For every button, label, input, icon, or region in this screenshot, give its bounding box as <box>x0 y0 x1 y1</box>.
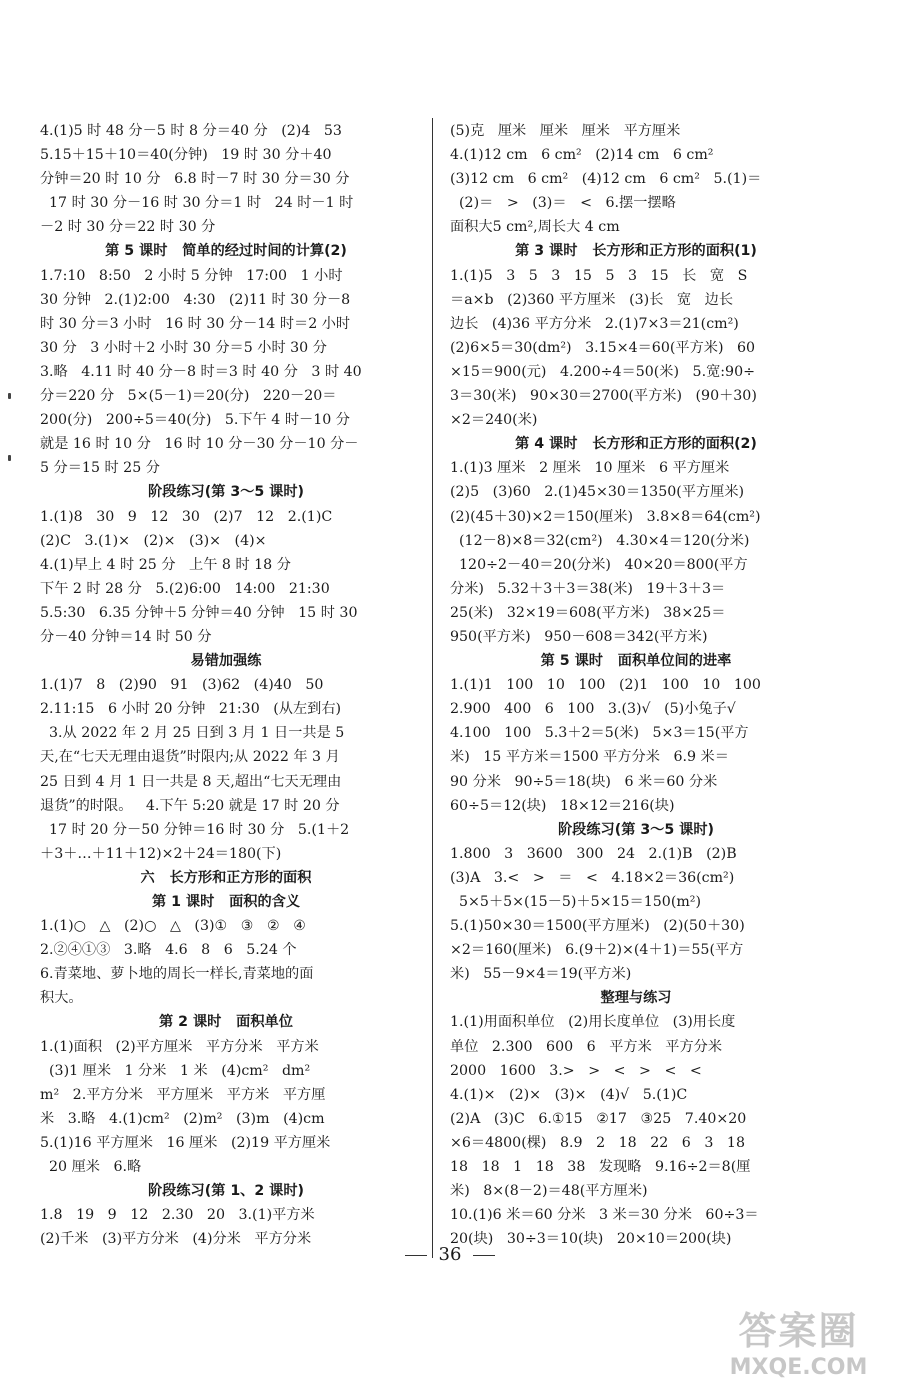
answer-line: 米) 15 平方米＝1500 平方分米 6.9 米＝ <box>450 749 729 766</box>
answer-line: (2)5 (3)60 2.(1)45×30＝1350(平方厘米) <box>450 484 745 501</box>
answer-line: 60÷5＝12(块) 18×12＝216(块) <box>450 797 675 814</box>
section-heading: 六 长方形和正方形的面积 <box>140 869 312 886</box>
answer-line: －2 时 30 分＝22 时 30 分 <box>40 219 216 236</box>
answer-line: (2)(45＋30)×2＝150(厘米) 3.8×8＝64(cm²) <box>450 508 761 525</box>
answer-line: 1.(1)用面积单位 (2)用长度单位 (3)用长度 <box>450 1014 736 1031</box>
answer-line: 5×5＋5×(15－5)＋5×15＝150(m²) <box>450 894 702 910</box>
answer-line: 下午 2 时 28 分 5.(2)6:00 14:00 21:30 <box>40 580 330 597</box>
answer-line: 1.(1)1 100 10 100 (2)1 100 10 100 <box>450 677 761 694</box>
answer-line: 30 分 3 小时＋2 小时 30 分＝5 小时 30 分 <box>40 339 327 356</box>
section-heading: 第 5 课时 简单的经过时间的计算(2) <box>105 243 347 260</box>
answer-line: (3)A 3.< > ＝ < 4.18×2＝36(cm²) <box>450 869 735 886</box>
answer-line: 5.5:30 6.35 分钟＋5 分钟＝40 分钟 15 时 30 <box>40 604 358 621</box>
answer-line: 分米) 5.32＋3＋3＝38(米) 19＋3＋3＝ <box>450 580 726 597</box>
answer-line: 6.青菜地、萝卜地的周长一样长,青菜地的面 <box>40 966 314 983</box>
answer-line: ＝a×b (2)360 平方厘米 (3)长 宽 边长 <box>450 291 734 308</box>
answer-line: 20 厘米 6.略 <box>40 1159 142 1176</box>
watermark-logo: 答案圈 <box>738 1309 859 1353</box>
answer-line: (3)12 cm 6 cm² (4)12 cm 6 cm² 5.(1)＝ <box>450 171 762 188</box>
answer-line: 米 3.略 4.(1)cm² (2)m² (3)m (4)cm <box>40 1110 325 1127</box>
answer-line: 单位 2.300 600 6 平方米 平方分米 <box>450 1038 723 1055</box>
answer-line: 120÷2－40＝20(分米) 40×20＝800(平方 <box>450 556 748 573</box>
answer-line: 5.(1)50×30＝1500(平方厘米) (2)(50＋30) <box>450 918 745 935</box>
section-heading: 第 3 课时 长方形和正方形的面积(1) <box>515 243 757 260</box>
answer-line: 积大。 <box>40 990 83 1007</box>
answer-line: 1.(1)5 3 5 3 15 5 3 15 长 宽 S <box>450 267 748 284</box>
answer-line: m² 2.平方分米 平方厘米 平方米 平方厘 <box>40 1086 326 1103</box>
answer-line: 5.15＋15＋10＝40(分钟) 19 时 30 分＋40 <box>40 147 332 164</box>
answer-line: ×15＝900(元) 4.200÷4＝50(米) 5.宽:90÷ <box>450 363 755 380</box>
answer-line: 1.(1)7 8 (2)90 91 (3)62 (4)40 50 <box>40 677 324 694</box>
answer-line: 2.900 400 6 100 3.(3)√ (5)小兔子√ <box>450 701 736 718</box>
page-number <box>0 1244 900 1265</box>
answer-line: 米) 8×(8－2)＝48(平方厘米) <box>450 1183 648 1200</box>
answer-line: 时 30 分＝3 小时 16 时 30 分－14 时＝2 小时 <box>40 315 351 332</box>
answer-line: 4.(1)5 时 48 分－5 时 8 分＝40 分 (2)4 53 <box>40 123 342 139</box>
left-column <box>40 119 412 1251</box>
answer-line: 面积大5 cm²,周长大 4 cm <box>450 219 620 236</box>
answer-line: 30 分钟 2.(1)2:00 4:30 (2)11 时 30 分－8 <box>40 291 351 308</box>
answer-line: (12－8)×8＝32(cm²) 4.30×4＝120(分米) <box>450 532 750 549</box>
answer-line: (2)千米 (3)平方分米 (4)分米 平方分米 <box>40 1231 312 1248</box>
answer-line: (5)克 厘米 厘米 厘米 平方厘米 <box>450 123 681 139</box>
page-number-text: 36 <box>438 1244 462 1265</box>
section-heading: 易错加强练 <box>190 653 262 670</box>
answer-line: 25(米) 32×19＝608(平方米) 38×25＝ <box>450 604 726 621</box>
answer-line: 1.7:10 8:50 2 小时 5 分钟 17:00 1 小时 <box>40 267 343 284</box>
answer-line: ×6＝4800(棵) 8.9 2 18 22 6 3 18 <box>450 1134 745 1151</box>
answer-line: (2)＝ > (3)＝ < 6.摆一摆略 <box>450 195 676 212</box>
answer-line: 分＝220 分 5×(5－1)＝20(分) 220－20＝ <box>40 388 337 405</box>
answer-line: 3＝30(米) 90×30＝2700(平方米) (90＋30) <box>450 388 757 405</box>
section-heading: 整理与练习 <box>600 990 672 1007</box>
answer-line: 4.(1)早上 4 时 25 分 上午 8 时 18 分 <box>40 556 291 573</box>
section-heading: 第 5 课时 面积单位间的进率 <box>540 653 732 670</box>
answer-line: ＋3＋…＋11＋12)×2＋24＝180(下) <box>40 845 282 862</box>
answer-line: 200(分) 200÷5＝40(分) 5.下午 4 时－10 分 <box>40 412 350 429</box>
answer-line: 1.(1)3 厘米 2 厘米 10 厘米 6 平方厘米 <box>450 460 730 477</box>
answer-line: 18 18 1 18 38 发现略 9.16÷2＝8(厘 <box>450 1159 751 1176</box>
answer-line: 就是 16 时 10 分 16 时 10 分－30 分－10 分－ <box>40 436 359 453</box>
section-heading: 阶段练习(第 3～5 课时) <box>557 821 715 838</box>
section-heading: 第 4 课时 长方形和正方形的面积(2) <box>515 436 757 453</box>
answer-line: 1.(1)面积 (2)平方厘米 平方分米 平方米 <box>40 1038 319 1055</box>
answer-line: 17 时 20 分－50 分钟＝16 时 30 分 5.(1＋2 <box>40 821 350 838</box>
answer-line: (2)C 3.(1)× (2)× (3)× (4)× <box>40 532 267 549</box>
watermark <box>711 1300 886 1380</box>
section-heading: 阶段练习(第 1、2 课时) <box>147 1183 305 1200</box>
answer-line: 1.(1)8 30 9 12 30 (2)7 12 2.(1)C <box>40 508 333 525</box>
answer-line: 3.略 4.11 时 40 分－8 时＝3 时 40 分 3 时 40 <box>40 363 362 380</box>
answer-line: 2.11:15 6 小时 20 分钟 21:30 (从左到右) <box>40 701 342 718</box>
watermark-url: MXQE.COM <box>729 1355 868 1380</box>
answer-line: 5 分＝15 时 25 分 <box>40 460 160 477</box>
answer-line: 25 日到 4 月 1 日一共是 8 天,超出“七天无理由 <box>40 773 342 790</box>
answer-line: 分钟＝20 时 10 分 6.8 时－7 时 30 分＝30 分 <box>40 171 350 188</box>
answer-line: 边长 (4)36 平方分米 2.(1)7×3＝21(cm²) <box>450 315 739 332</box>
answer-line: 20(块) 30÷3＝10(块) 20×10＝200(块) <box>450 1231 732 1248</box>
answer-line: 4.(1)12 cm 6 cm² (2)14 cm 6 cm² <box>450 147 714 164</box>
column-divider <box>432 118 433 1258</box>
answer-line: (2)A (3)C 6.①15 ②17 ③25 7.40×20 <box>450 1110 747 1127</box>
answer-line: ×2＝160(厘米) 6.(9＋2)×(4＋1)＝55(平方 <box>450 942 744 959</box>
answer-line: 2.②④①③ 3.略 4.6 8 6 5.24 个 <box>40 942 297 959</box>
answer-line: (2)6×5＝30(dm²) 3.15×4＝60(平方米) 60 <box>450 339 756 356</box>
answer-line: 3.从 2022 年 2 月 25 日到 3 月 1 日一共是 5 <box>40 725 345 742</box>
right-column <box>450 119 822 1251</box>
answer-line: 90 分米 90÷5＝18(块) 6 米＝60 分米 <box>450 773 718 790</box>
answer-line: 退货”的时限。 4.下午 5:20 就是 17 时 20 分 <box>40 797 340 814</box>
section-heading: 阶段练习(第 3～5 课时) <box>147 484 305 501</box>
answer-line: 天,在“七天无理由退货”时限内;从 2022 年 3 月 <box>40 749 340 766</box>
answer-line: 4.(1)× (2)× (3)× (4)√ 5.(1)C <box>450 1086 688 1103</box>
answer-line: 分－40 分钟＝14 时 50 分 <box>40 628 212 645</box>
answer-line: 米) 55－9×4＝19(平方米) <box>450 966 632 983</box>
answer-line: 1.(1)○ △ (2)○ △ (3)① ③ ② ④ <box>40 918 306 935</box>
answer-line: ×2＝240(米) <box>450 412 538 429</box>
answer-line: 5.(1)16 平方厘米 16 厘米 (2)19 平方厘米 <box>40 1134 331 1151</box>
answer-line: 950(平方米) 950－608＝342(平方米) <box>450 628 708 645</box>
answer-line: 1.8 19 9 12 2.30 20 3.(1)平方米 <box>40 1207 315 1224</box>
section-heading: 第 1 课时 面积的含义 <box>151 894 301 910</box>
answer-line: 10.(1)6 米＝60 分米 3 米＝30 分米 60÷3＝ <box>450 1207 759 1224</box>
answer-line: 17 时 30 分－16 时 30 分＝1 时 24 时－1 时 <box>40 195 354 212</box>
answer-line: 1.800 3 3600 300 24 2.(1)B (2)B <box>450 845 737 862</box>
section-heading: 第 2 课时 面积单位 <box>159 1014 293 1031</box>
answer-line: (3)1 厘米 1 分米 1 米 (4)cm² dm² <box>40 1062 311 1079</box>
answer-line: 4.100 100 5.3＋2＝5(米) 5×3＝15(平方 <box>450 725 749 742</box>
answer-line: 2000 1600 3.> > < > < < <box>450 1062 702 1079</box>
scan-mark <box>8 393 11 399</box>
scan-mark <box>8 455 11 461</box>
